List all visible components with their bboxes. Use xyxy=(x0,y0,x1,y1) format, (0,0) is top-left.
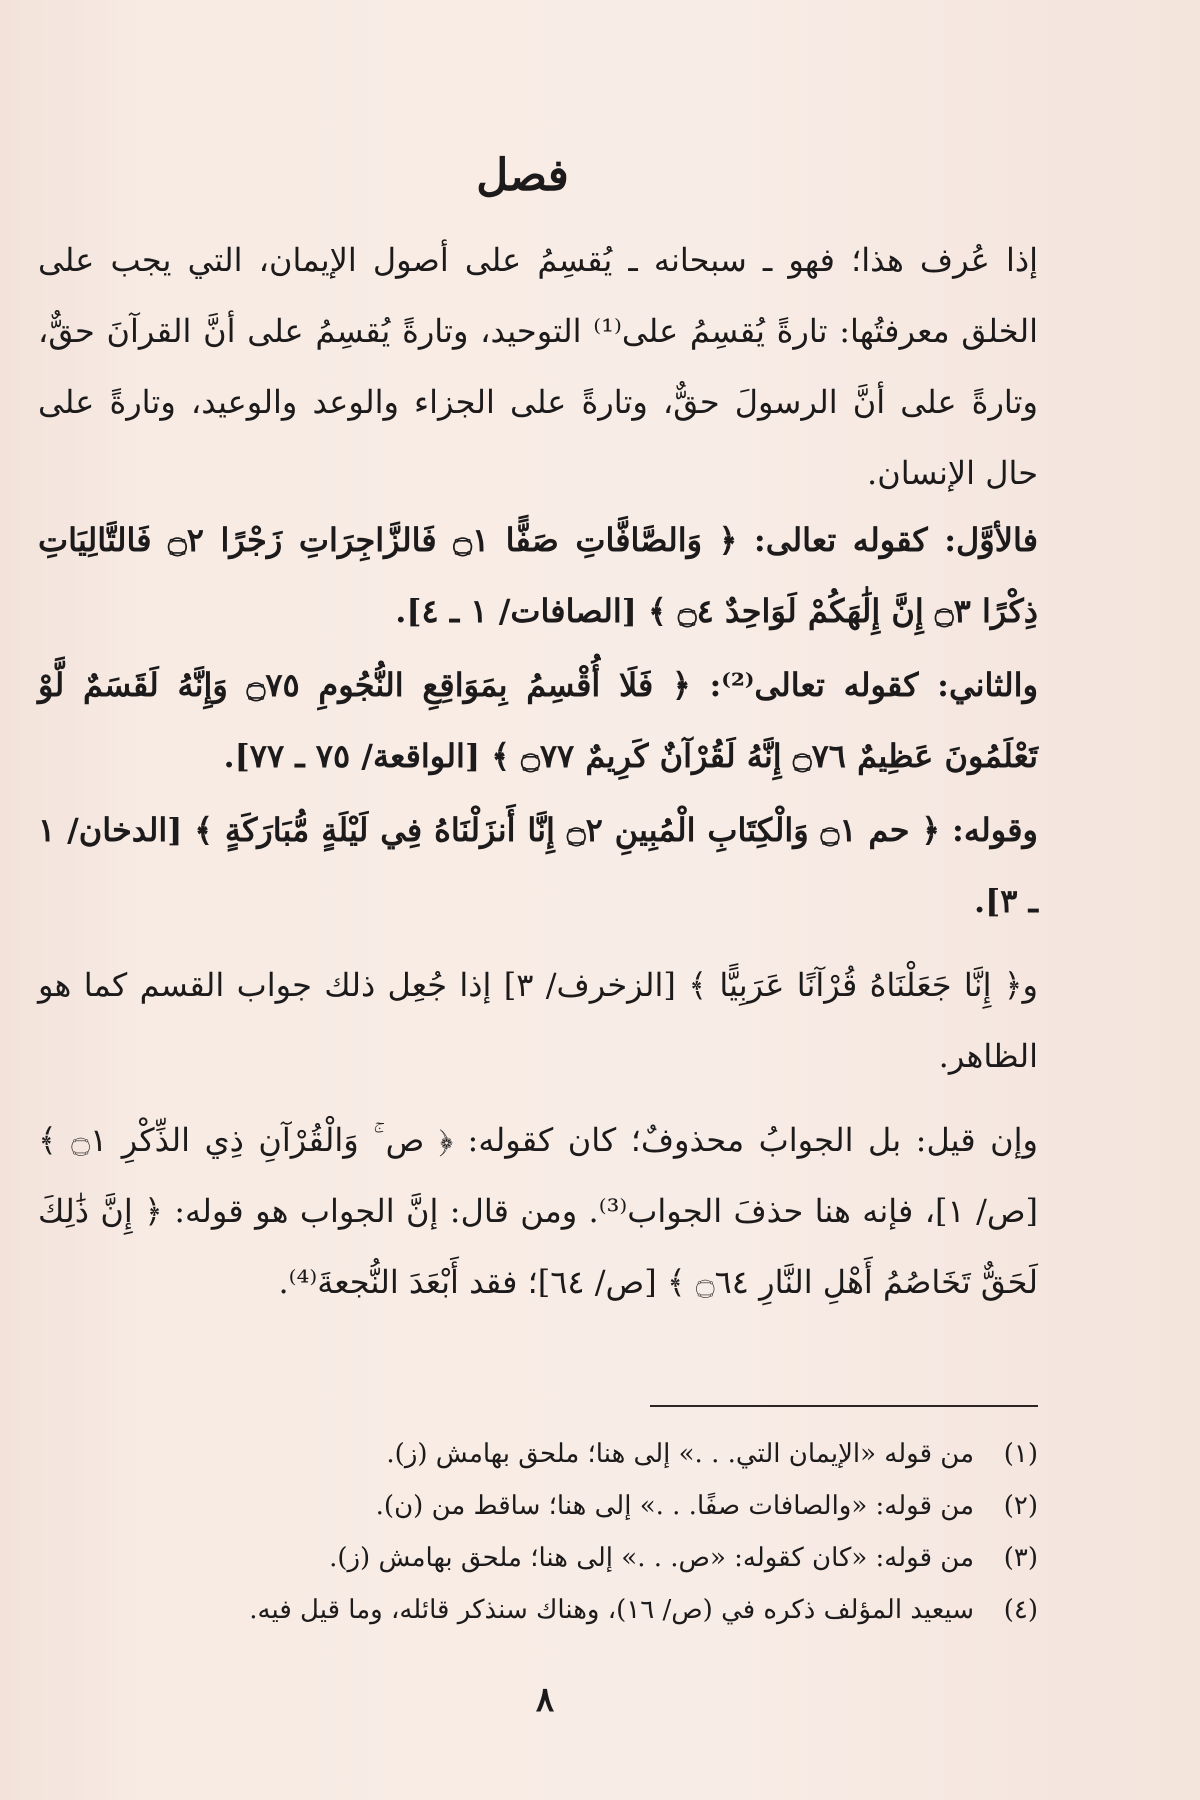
footnote-item xyxy=(38,1584,1038,1636)
footnote-text: من قوله: «والصافات صفًا. . .» إلى هنا؛ ساقط من (ن). xyxy=(375,1491,974,1521)
paragraph-zukhruf: و﴿ إِنَّا جَعَلْنَاهُ قُرْآنًا عَرَبِيًّا ﴾ [الزخرف/ ٣] إذا جُعِل ذلك جواب القسم كما هو الظاهر. xyxy=(38,966,1039,1075)
footnote-number: (٣) xyxy=(1003,1543,1038,1573)
footnote-number: (٢) xyxy=(1003,1491,1038,1521)
section-title: فصل xyxy=(476,150,569,201)
footnote-item xyxy=(38,1480,1038,1532)
footnote-number: (٤) xyxy=(1003,1595,1038,1625)
footnote-number: (١) xyxy=(1003,1439,1038,1469)
paragraph-third-example: وقوله: ﴿ حم ۝١ وَالْكِتَابِ الْمُبِينِ ۝٢ إِنَّا أَنزَلْنَاهُ فِي لَيْلَةٍ مُّبَارَكَةٍ ﴾ [الدخان/ ١ ـ ٣]. xyxy=(38,811,1039,920)
paragraph-intro: إذا عُرف هذا؛ فهو ـ سبحانه ـ يُقسِمُ على أصول الإيمان، التي يجب على الخلق معرفتُها: تارةً يُقسِمُ على⁽¹⁾ التوحيد، وتارةً يُقسِمُ على أنَّ القرآنَ حقٌّ، وتارةً على أنَّ الرسولَ حقٌّ، وتارةً على الجزاء والوعد والوعيد، وتارةً على حال الإنسان. xyxy=(38,241,1039,492)
page-number: ٨ xyxy=(535,1680,555,1720)
paragraph-answer: وإن قيل: بل الجوابُ محذوفٌ؛ كان كقوله: ﴿ ص ۚ وَالْقُرْآنِ ذِي الذِّكْرِ ۝١ ﴾ [ص/ ١]، فإنه هنا حذفَ الجواب⁽³⁾. ومن قال: إنَّ الجواب هو قوله: ﴿ إِنَّ ذَٰلِكَ لَحَقٌّ تَخَاصُمُ أَهْلِ النَّارِ ۝٦٤ ﴾ [ص/ ٦٤]؛ فقد أَبْعَدَ النُّجعةَ⁽⁴⁾. xyxy=(38,1121,1039,1301)
footnote-item xyxy=(38,1532,1038,1584)
footnote-text: من قوله «الإيمان التي. . .» إلى هنا؛ ملحق بهامش (ز). xyxy=(386,1439,974,1469)
footnote-text: سيعيد المؤلف ذكره في (ص/ ١٦)، وهناك سنذكر قائله، وما قيل فيه. xyxy=(249,1595,974,1625)
footnotes-list xyxy=(38,1428,1038,1636)
paragraph-second-example: والثاني: كقوله تعالى⁽²⁾: ﴿ فَلَا أُقْسِمُ بِمَوَاقِعِ النُّجُومِ ۝٧٥ وَإِنَّهُ لَقَسَمٌ لَّوْ تَعْلَمُونَ عَظِيمٌ ۝٧٦ إِنَّهُ لَقُرْآنٌ كَرِيمٌ ۝٧٧ ﴾ [الواقعة/ ٧٥ ـ ٧٧]. xyxy=(38,666,1039,775)
footnote-divider xyxy=(650,1405,1038,1407)
footnote-item xyxy=(38,1428,1038,1480)
paragraph-first-example: فالأوَّل: كقوله تعالى: ﴿ وَالصَّافَّاتِ صَفًّا ۝١ فَالزَّاجِرَاتِ زَجْرًا ۝٢ فَالتَّالِيَاتِ ذِكْرًا ۝٣ إِنَّ إِلَٰهَكُمْ لَوَاحِدٌ ۝٤ ﴾ [الصافات/ ١ ـ ٤]. xyxy=(38,521,1039,630)
footnote-text: من قوله: «كان كقوله: «ص. . .» إلى هنا؛ ملحق بهامش (ز). xyxy=(329,1543,974,1573)
